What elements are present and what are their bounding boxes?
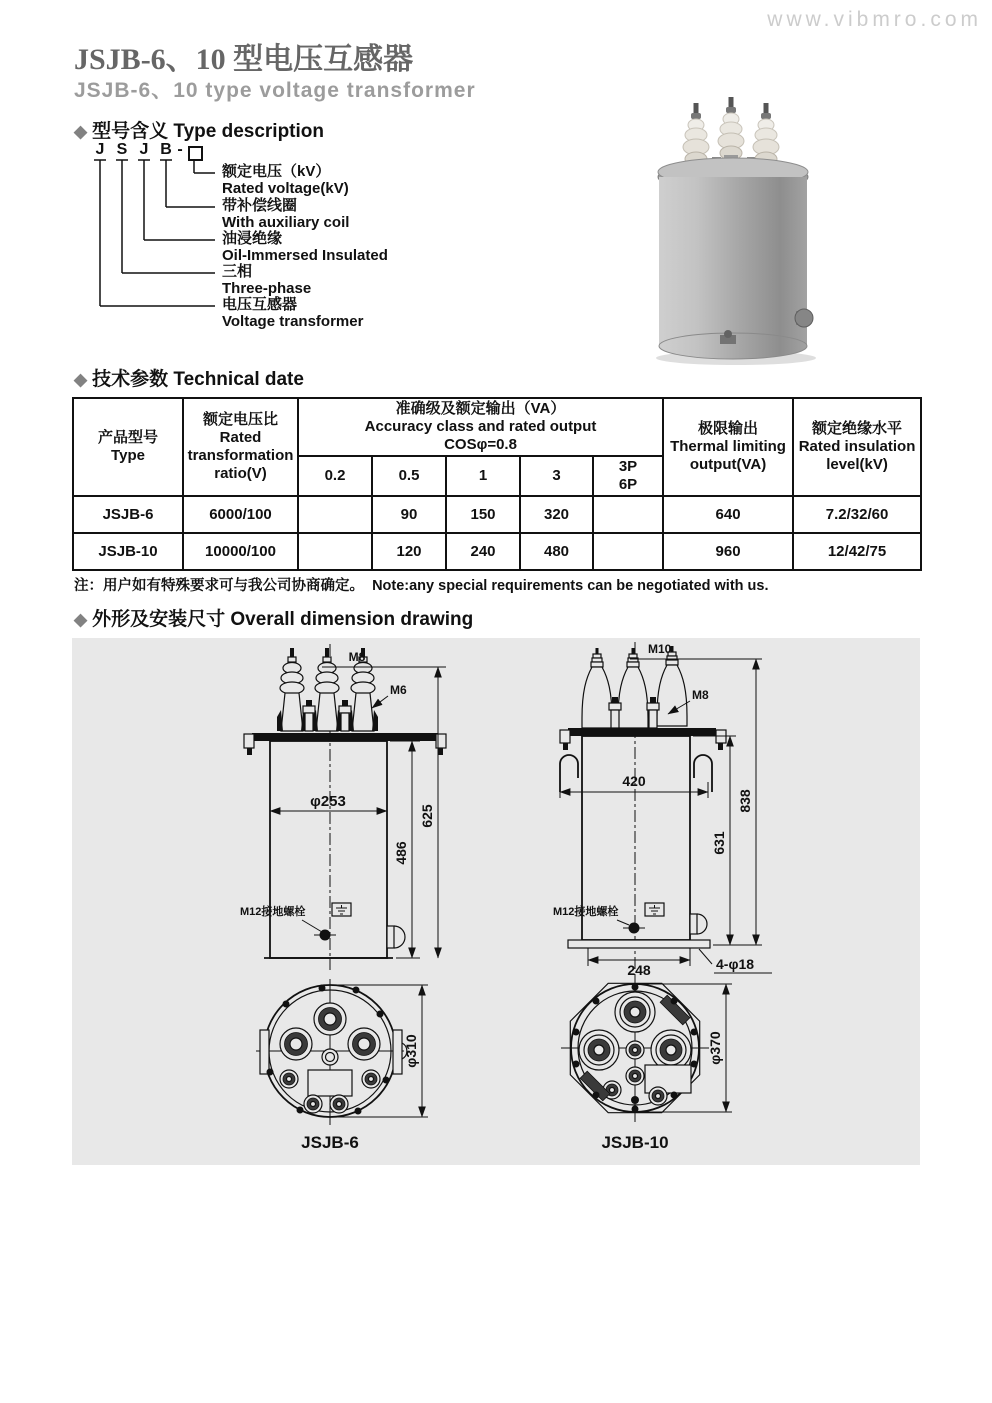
table-cell: [593, 496, 663, 533]
label-side-bolt: M6: [390, 683, 407, 697]
dim-width: 420: [622, 773, 646, 789]
bushing: [718, 97, 744, 167]
jsjb10-side-view: [553, 642, 772, 978]
dimension-drawings: [72, 638, 920, 1165]
dim-top-view-diameter: φ310: [403, 1034, 419, 1068]
type-meaning-oil-immersed: 油浸绝缘 Oil-Immersed Insulated: [222, 230, 388, 264]
col-header-ratio: 额定电压比 Rated transformation ratio(V): [183, 398, 298, 496]
diamond-icon: ◆: [74, 370, 88, 389]
dim-total-height: 625: [419, 804, 435, 828]
table-cell: 960: [663, 533, 793, 570]
table-cell: 120: [372, 533, 446, 570]
code-letter: J: [95, 141, 105, 158]
table-cell: [298, 496, 372, 533]
label-mount-holes: 4-φ18: [716, 956, 755, 972]
table-cell: 10000/100: [183, 533, 298, 570]
col-header-accuracy-group: 准确级及额定输出（VA） Accuracy class and rated output COSφ=0.8: [298, 398, 663, 456]
table-cell: 12/42/75: [793, 533, 921, 570]
table-cell: 150: [446, 496, 520, 533]
code-letter: B: [160, 141, 172, 158]
label-side-bolt: M8: [692, 688, 709, 702]
table-cell: 480: [520, 533, 593, 570]
section-header-dimension-drawing: ◆ 外形及安装尺寸 Overall dimension drawing: [74, 609, 474, 630]
type-diagram-lines: [85, 140, 225, 320]
drain-valve: [795, 309, 813, 327]
page-title: JSJB-6、10 型电压互感器: [74, 43, 414, 76]
table-row: [73, 496, 921, 533]
col-header-type: 产品型号 Type: [73, 398, 183, 496]
jsjb6-side-view: [240, 644, 446, 970]
col-header-insulation: 额定绝缘水平 Rated insulation level(kV): [793, 398, 921, 496]
code-letter: -: [177, 141, 183, 158]
table-row: [73, 533, 921, 570]
dim-body-diameter: φ253: [310, 793, 346, 810]
section-header-technical-data: ◆ 技术参数 Technical date: [74, 369, 304, 390]
table-cell: 640: [663, 496, 793, 533]
col-header-class-3p6p: 3P 6P: [593, 456, 663, 496]
code-letter: S: [116, 141, 128, 158]
col-header-thermal: 极限输出 Thermal limiting output(VA): [663, 398, 793, 496]
transformer-photo-illustration: [628, 85, 838, 370]
dim-top-view-diameter: φ370: [707, 1031, 723, 1065]
table-cell: JSJB-10: [73, 533, 183, 570]
label-ground-bolt: M12接地螺栓: [240, 906, 306, 918]
drawing-caption-jsjb10: JSJB-10: [601, 1133, 669, 1152]
col-header-class-3: 3: [520, 456, 593, 496]
watermark: www.vibmro.com: [767, 8, 982, 31]
earth-symbol: [645, 903, 664, 916]
dimension-drawing-panel: [72, 638, 920, 1165]
table-cell: 90: [372, 496, 446, 533]
technical-data-table: [72, 397, 922, 571]
table-cell: [298, 533, 372, 570]
dim-body-height: 631: [711, 831, 727, 855]
table-cell: 320: [520, 496, 593, 533]
dim-body-height: 486: [393, 841, 409, 865]
code-letter: J: [139, 141, 149, 158]
drawing-caption-jsjb6: JSJB-6: [301, 1133, 359, 1152]
jsjb6-top-view: [256, 979, 428, 1152]
table-cell: 7.2/32/60: [793, 496, 921, 533]
section-header-type-description: [74, 116, 324, 143]
label-top-bolt: M8: [348, 650, 366, 664]
table-cell: 6000/100: [183, 496, 298, 533]
table-cell: [593, 533, 663, 570]
diamond-icon: ◆: [74, 122, 88, 141]
tank-body: [659, 177, 807, 347]
dim-total-height: 838: [737, 789, 753, 813]
type-meaning-voltage-transformer: 电压互感器 Voltage transformer: [222, 296, 364, 330]
col-header-class-05: 0.5: [372, 456, 446, 496]
table-note: 注：用户如有特殊要求可与我公司协商确定。 Note:any special requirements can be negotiated with us.: [74, 578, 769, 594]
section-title-en: Type description: [173, 121, 324, 142]
earth-symbol: [332, 903, 351, 916]
table-cell: 240: [446, 533, 520, 570]
type-meaning-rated-voltage: 额定电压（kV） Rated voltage(kV): [222, 163, 349, 197]
table-cell: JSJB-6: [73, 496, 183, 533]
product-photo: [628, 85, 838, 370]
diamond-icon: ◆: [74, 610, 88, 629]
label-top-bolt: M10: [648, 642, 672, 656]
page-subtitle: JSJB-6、10 type voltage transformer: [74, 79, 476, 102]
type-meaning-auxiliary-coil: 带补偿线圈 With auxiliary coil: [222, 197, 350, 231]
type-meaning-three-phase: 三相 Three-phase: [222, 263, 312, 297]
jsjb10-top-view: [561, 974, 732, 1152]
dim-base-width: 248: [627, 962, 651, 978]
col-header-class-02: 0.2: [298, 456, 372, 496]
label-ground-bolt: M12接地螺栓: [553, 906, 619, 918]
section-title-zh: 型号含义: [92, 121, 169, 142]
col-header-class-1: 1: [446, 456, 520, 496]
